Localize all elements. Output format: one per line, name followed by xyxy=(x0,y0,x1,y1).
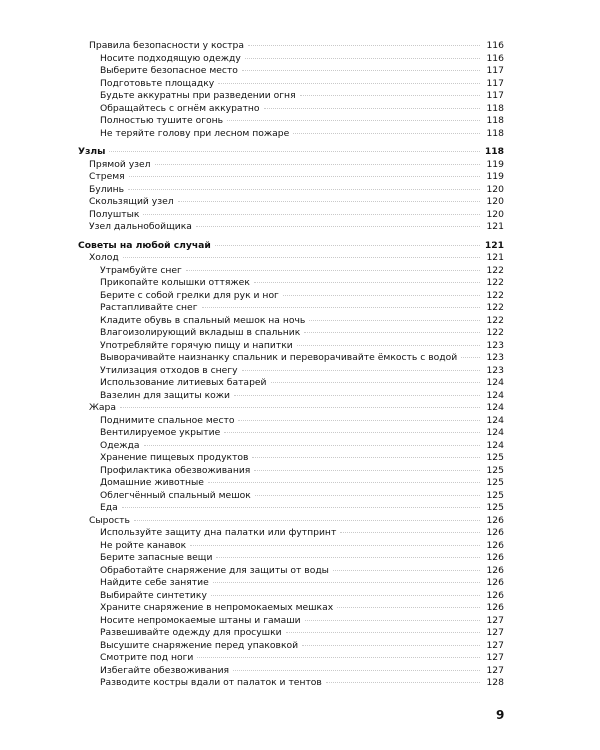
toc-entry-page: 126 xyxy=(486,527,504,538)
toc-entry-page: 120 xyxy=(486,183,504,195)
toc-entry-page: 125 xyxy=(486,502,504,513)
dot-leader xyxy=(196,226,480,227)
dot-leader xyxy=(109,151,480,152)
toc-entry-title: Влагоизолирующий вкладыш в спальник xyxy=(100,327,301,338)
toc-entry xyxy=(78,390,504,403)
dot-leader xyxy=(227,120,480,121)
dot-leader xyxy=(255,495,480,496)
toc-entry xyxy=(78,65,504,78)
dot-leader xyxy=(122,507,480,508)
toc-entry-page: 122 xyxy=(486,277,504,288)
toc-entry xyxy=(78,377,504,390)
toc-entry-page: 126 xyxy=(486,602,504,613)
toc-entry-title: Булинь xyxy=(89,183,125,195)
toc-entry-title: Использование литиевых батарей xyxy=(100,377,267,388)
toc-entry-page: 122 xyxy=(486,327,504,338)
toc-entry-title: Стремя xyxy=(89,171,125,182)
dot-leader xyxy=(300,95,480,96)
toc-entry xyxy=(78,128,504,141)
toc-subsection xyxy=(78,252,504,265)
toc-entry xyxy=(78,265,504,278)
toc-section xyxy=(78,240,504,253)
toc-entry-title: Разводите костры вдали от палаток и тентов xyxy=(100,677,322,688)
toc-entry xyxy=(78,78,504,91)
dot-leader xyxy=(216,557,480,558)
dot-leader xyxy=(120,407,480,408)
toc-entry-title: Узлы xyxy=(78,146,106,157)
toc-entry-title: Сырость xyxy=(89,514,130,526)
dot-leader xyxy=(461,357,480,358)
toc-entry-page: 121 xyxy=(486,221,504,232)
toc-entry xyxy=(78,627,504,640)
toc-entry-title: Используйте защиту дна палатки или футпринт xyxy=(100,527,337,538)
toc-entry-title: Обработайте снаряжение для защиты от воды xyxy=(100,564,329,576)
toc-entry xyxy=(78,615,504,628)
toc-entry-title: Прямой узел xyxy=(89,158,151,170)
toc-entry-page: 123 xyxy=(486,339,504,351)
dot-leader xyxy=(134,520,480,521)
toc-entry-page: 124 xyxy=(486,389,504,401)
toc-entry-page: 117 xyxy=(486,65,504,76)
dot-leader xyxy=(254,470,480,471)
toc-entry-title: Поднимите спальное место xyxy=(100,414,235,426)
dot-leader xyxy=(208,482,480,483)
dot-leader xyxy=(271,382,480,383)
toc-entry xyxy=(78,103,504,116)
dot-leader xyxy=(190,545,480,546)
toc-entry-page: 118 xyxy=(486,102,504,114)
dot-leader xyxy=(128,189,480,190)
toc-subsection xyxy=(78,40,504,53)
dot-leader xyxy=(326,682,480,683)
toc-entry-title: Не ройте канавок xyxy=(100,539,187,551)
table-of-contents xyxy=(78,40,504,690)
toc-entry-page: 124 xyxy=(486,414,504,426)
toc-entry-page: 118 xyxy=(484,146,504,157)
toc-entry-title: Носите непромокаемые штаны и гамаши xyxy=(100,614,301,626)
dot-leader xyxy=(286,632,480,633)
toc-entry-title: Храните снаряжение в непромокаемых мешках xyxy=(100,602,334,613)
toc-entry-title: Берите запасные вещи xyxy=(100,552,213,563)
toc-entry xyxy=(78,90,504,103)
toc-entry-page: 125 xyxy=(486,452,504,463)
dot-leader xyxy=(213,582,480,583)
dot-leader xyxy=(305,620,480,621)
toc-entry-title: Еда xyxy=(100,502,118,513)
toc-entry-page: 122 xyxy=(486,302,504,313)
toc-entry xyxy=(78,415,504,428)
dot-leader xyxy=(197,657,480,658)
toc-subsection xyxy=(78,209,504,222)
toc-entry-title: Употребляйте горячую пищу и напитки xyxy=(100,339,293,351)
toc-entry-page: 123 xyxy=(486,352,504,363)
toc-entry-page: 116 xyxy=(486,52,504,64)
toc-entry-page: 120 xyxy=(486,196,504,207)
toc-entry-page: 127 xyxy=(486,652,504,663)
dot-leader xyxy=(129,176,480,177)
toc-entry-page: 122 xyxy=(486,264,504,276)
dot-leader xyxy=(211,595,480,596)
toc-entry-title: Утилизация отходов в снегу xyxy=(100,364,238,376)
toc-subsection xyxy=(78,402,504,415)
dot-leader xyxy=(264,108,480,109)
toc-entry-page: 118 xyxy=(486,127,504,139)
toc-entry-page: 124 xyxy=(486,377,504,388)
toc-entry xyxy=(78,115,504,128)
toc-entry-title: Полностью тушите огонь xyxy=(100,115,224,126)
toc-entry-title: Советы на любой случай xyxy=(78,239,211,251)
toc-entry-page: 125 xyxy=(486,464,504,476)
toc-entry xyxy=(78,677,504,690)
toc-entry-page: 126 xyxy=(486,577,504,588)
toc-entry-page: 127 xyxy=(486,664,504,676)
toc-entry-title: Выбирайте синтетику xyxy=(100,589,207,601)
toc-entry xyxy=(78,640,504,653)
toc-entry-title: Утрамбуйте снег xyxy=(100,264,182,276)
toc-entry-page: 117 xyxy=(486,90,504,101)
dot-leader xyxy=(254,282,480,283)
toc-subsection xyxy=(78,196,504,209)
toc-subsection xyxy=(78,515,504,528)
toc-entry-page: 123 xyxy=(486,364,504,376)
toc-entry xyxy=(78,427,504,440)
toc-entry-page: 120 xyxy=(486,208,504,220)
toc-entry-page: 119 xyxy=(486,158,504,170)
toc-subsection xyxy=(78,159,504,172)
dot-leader xyxy=(252,457,480,458)
dot-leader xyxy=(333,570,480,571)
toc-entry-title: Выберите безопасное место xyxy=(100,65,238,76)
toc-entry-title: Профилактика обезвоживания xyxy=(100,464,251,476)
toc-entry-page: 119 xyxy=(486,171,504,182)
toc-subsection xyxy=(78,221,504,234)
toc-entry-title: Смотрите под ноги xyxy=(100,652,194,663)
toc-entry-page: 116 xyxy=(486,40,504,51)
toc-entry-title: Одежда xyxy=(100,439,140,451)
toc-entry-title: Берите с собой грелки для рук и ног xyxy=(100,289,279,301)
toc-entry-page: 124 xyxy=(486,439,504,451)
toc-section xyxy=(78,146,504,159)
toc-entry xyxy=(78,340,504,353)
toc-entry xyxy=(78,352,504,365)
toc-entry-title: Хранение пищевых продуктов xyxy=(100,452,249,463)
dot-leader xyxy=(304,332,480,333)
toc-entry xyxy=(78,602,504,615)
dot-leader xyxy=(224,432,480,433)
toc-entry-page: 128 xyxy=(486,677,504,688)
dot-leader xyxy=(144,445,481,446)
dot-leader xyxy=(233,670,480,671)
dot-leader xyxy=(309,320,480,321)
toc-entry xyxy=(78,315,504,328)
toc-entry-title: Жара xyxy=(89,402,116,413)
toc-entry xyxy=(78,53,504,66)
dot-leader xyxy=(248,45,480,46)
toc-entry xyxy=(78,552,504,565)
toc-entry-title: Будьте аккуратны при разведении огня xyxy=(100,90,296,101)
dot-leader xyxy=(218,83,480,84)
dot-leader xyxy=(242,370,480,371)
toc-entry-title: Узел дальнобойщика xyxy=(89,221,192,232)
toc-entry-page: 121 xyxy=(484,239,504,251)
dot-leader xyxy=(155,164,480,165)
toc-entry xyxy=(78,577,504,590)
toc-entry-page: 126 xyxy=(486,514,504,526)
toc-entry-title: Облегчённый спальный мешок xyxy=(100,489,251,501)
toc-entry-page: 118 xyxy=(486,115,504,126)
toc-entry-title: Развешивайте одежду для просушки xyxy=(100,627,282,638)
toc-entry-page: 127 xyxy=(486,639,504,651)
toc-entry-title: Вентилируемое укрытие xyxy=(100,427,221,438)
toc-entry xyxy=(78,540,504,553)
toc-entry-title: Избегайте обезвоживания xyxy=(100,664,230,676)
toc-entry-title: Подготовьте площадку xyxy=(100,77,215,89)
toc-entry-title: Высушите снаряжение перед упаковкой xyxy=(100,639,299,651)
toc-entry xyxy=(78,440,504,453)
toc-entry-page: 127 xyxy=(486,627,504,638)
toc-entry-page: 121 xyxy=(486,252,504,263)
dot-leader xyxy=(123,257,480,258)
toc-entry-page: 117 xyxy=(486,77,504,89)
toc-entry-page: 127 xyxy=(486,614,504,626)
toc-entry-page: 125 xyxy=(486,477,504,488)
toc-entry xyxy=(78,565,504,578)
dot-leader xyxy=(178,201,480,202)
dot-leader xyxy=(245,58,480,59)
dot-leader xyxy=(143,214,480,215)
toc-entry-title: Полуштык xyxy=(89,208,140,220)
dot-leader xyxy=(202,307,480,308)
toc-entry-page: 124 xyxy=(486,402,504,413)
toc-entry xyxy=(78,477,504,490)
toc-entry-page: 122 xyxy=(486,314,504,326)
dot-leader xyxy=(215,245,480,246)
toc-entry xyxy=(78,590,504,603)
toc-entry-title: Кладите обувь в спальный мешок на ночь xyxy=(100,314,306,326)
dot-leader xyxy=(242,70,480,71)
toc-entry xyxy=(78,277,504,290)
dot-leader xyxy=(293,133,480,134)
toc-entry-title: Найдите себе занятие xyxy=(100,577,209,588)
toc-entry-title: Скользящий узел xyxy=(89,196,174,207)
toc-entry xyxy=(78,665,504,678)
toc-entry-page: 124 xyxy=(486,427,504,438)
toc-entry-page: 126 xyxy=(486,539,504,551)
toc-entry-page: 125 xyxy=(486,489,504,501)
dot-leader xyxy=(238,420,480,421)
toc-entry-title: Домашние животные xyxy=(100,477,204,488)
toc-entry xyxy=(78,502,504,515)
dot-leader xyxy=(297,345,480,346)
toc-entry xyxy=(78,652,504,665)
toc-entry-title: Выворачивайте наизнанку спальник и переворачивайте ёмкость с водой xyxy=(100,352,458,363)
toc-entry xyxy=(78,465,504,478)
dot-leader xyxy=(186,270,480,271)
toc-entry-title: Холод xyxy=(89,252,119,263)
toc-entry xyxy=(78,452,504,465)
dot-leader xyxy=(337,607,480,608)
toc-entry-title: Прикопайте колышки оттяжек xyxy=(100,277,250,288)
toc-entry xyxy=(78,327,504,340)
toc-entry xyxy=(78,365,504,378)
toc-entry-page: 126 xyxy=(486,589,504,601)
toc-entry-page: 126 xyxy=(486,564,504,576)
dot-leader xyxy=(340,532,480,533)
toc-entry-title: Обращайтесь с огнём аккуратно xyxy=(100,102,260,114)
toc-entry xyxy=(78,290,504,303)
toc-entry xyxy=(78,490,504,503)
dot-leader xyxy=(302,645,480,646)
toc-entry xyxy=(78,302,504,315)
toc-entry-title: Вазелин для защиты кожи xyxy=(100,389,230,401)
toc-entry xyxy=(78,527,504,540)
toc-entry-title: Правила безопасности у костра xyxy=(89,40,245,51)
page-number: 9 xyxy=(496,708,505,722)
toc-entry-page: 126 xyxy=(486,552,504,563)
dot-leader xyxy=(234,395,480,396)
dot-leader xyxy=(283,295,480,296)
toc-entry-page: 122 xyxy=(486,289,504,301)
toc-subsection xyxy=(78,184,504,197)
toc-entry-title: Растапливайте снег xyxy=(100,302,198,313)
toc-entry-title: Носите подходящую одежду xyxy=(100,52,241,64)
toc-entry-title: Не теряйте голову при лесном пожаре xyxy=(100,127,290,139)
toc-subsection xyxy=(78,171,504,184)
